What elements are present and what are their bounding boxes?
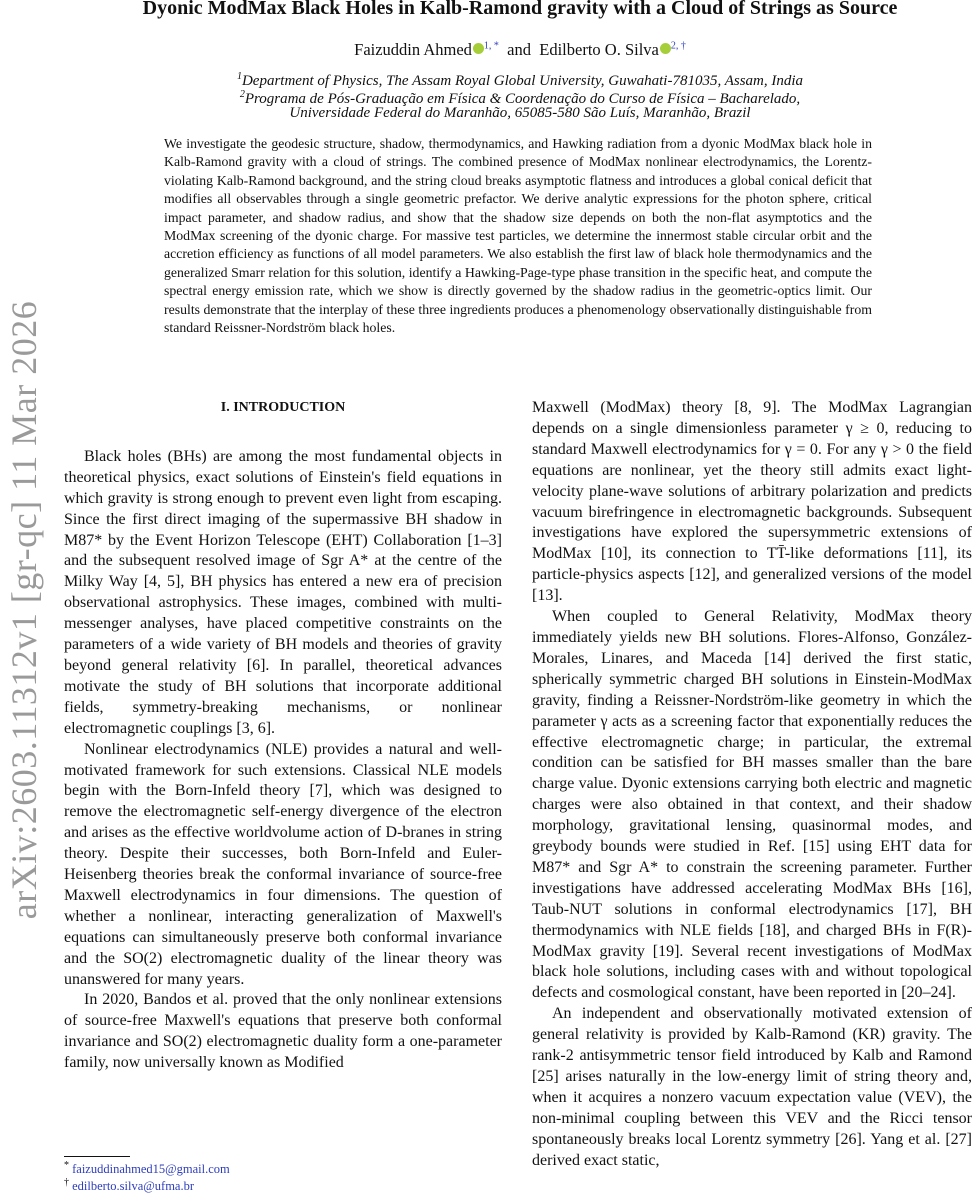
affiliation-1: $^1$Department of Physics, The Assam Royal Global University, Guwahati-781035, Assam, India	[236, 71, 804, 89]
affiliation-2-cont	[100, 104, 940, 122]
author-1-marks[interactable]: 1, *	[483, 40, 499, 52]
orcid-icon[interactable]	[660, 43, 671, 54]
author-2-marks[interactable]: 2, †	[670, 40, 686, 52]
orcid-icon[interactable]	[473, 43, 484, 54]
paper-title: Dyonic ModMax Black Holes in Kalb-Ramond gravity with a Cloud of Strings as Source	[142, 0, 898, 19]
email-link-1[interactable]: faizuddinahmed15@gmail.com	[72, 1162, 230, 1177]
paragraph: Maxwell (ModMax) theory [8, 9]. The ModMax Lagrangian depends on a single dimensionless parameter γ ≥ 0, reducing to standard Maxwell electrodynamics for γ = 0. For any γ > 0 the field equations are nonlinear, yet the theory still admits exact light-velocity plane-wave solutions of arbitrary polarization and predicts vacuum birefringence in electromagnetic backgrounds. Subsequent investigations have explored the supersymmetric extensions of ModMax [10], its connection to TT̄-like deformations [11], its particle-physics aspects [12], and generalized versions of the model [13].	[532, 399, 972, 605]
footnote-mark: *	[64, 1160, 69, 1171]
left-column	[64, 398, 502, 1074]
arxiv-identifier: arXiv:2603.11312v1 [gr-qc] 11 Mar 2026	[4, 300, 44, 920]
right-column	[532, 398, 972, 1172]
paragraph: Nonlinear electrodynamics (NLE) provides a natural and well-motivated framework for such extensions. Classical NLE models begin with the Born-Infeld theory [7], which was designed to remove the electromagnetic self-energy divergence of the electron and arises as the effective worldvolume action of D-branes in string theory. Despite their successes, both Born-Infeld and Euler-Heisenberg theories break the conformal invariance of source-free Maxwell electrodynamics in four dimensions. The question of whether a nonlinear, interacting generalization of Maxwell's equations can simultaneously preserve both conformal invariance and the SO(2) electromagnetic duality of the linear theory was unanswered for many years.	[64, 740, 502, 988]
affiliation-2-line2: Universidade Federal do Maranhão, 65085-580 São Luís, Maranhão, Brazil	[289, 105, 751, 121]
footnote-rule	[64, 1156, 130, 1157]
paragraph: When coupled to General Relativity, ModMax theory immediately yields new BH solutions. Flores-Alfonso, González-Morales, Linares, and Maceda [14] derived the first static, spherically symmetric charged BH solutions in Einstein-ModMax gravity, finding a Reissner-Nordström-like geometry in which the parameter γ acts as a screening factor that exponentially reduces the effective electromagnetic charge; in particular, the extremal condition can be satisfied for BH masses smaller than the bare charge value. Dyonic extensions carrying both electric and magnetic charges were also obtained in that context, and their shadow morphology, gravitational lensing, quasinormal modes, and greybody bounds were studied in Ref. [15] using EHT data for M87* and Sgr A* to constrain the screening parameter. Further investigations have addressed accelerating ModMax BHs [16], Taub-NUT solutions in conformal electrodynamics [17], BH thermodynamics with NLE fields [18], and charged BHs in F(R)-ModMax gravity [19]. Several recent investigations of ModMax black hole solutions, including cases with and without topological defects and cosmological constant, have been reported in [20–24].	[532, 608, 972, 1002]
abstract: We investigate the geodesic structure, shadow, thermodynamics, and Hawking radiation from a dyonic ModMax black hole in Kalb-Ramond gravity with a cloud of strings. The combined presence of ModMax nonlinear electrodynamics, the Lorentz-violating Kalb-Ramond background, and the string cloud breaks asymptotic flatness and introduces a global conical deficit that modifies all observables through a single geometric prefactor. We derive analytic expressions for the photon sphere, critical impact parameter, and shadow radius, and show that the shadow size depends on both the non-flat asymptotics and the ModMax screening of the dyonic charge. For massive test particles, we determine the innermost stable circular orbit and the accretion efficiency as functions of all model parameters. We also establish the first law of black hole thermodynamics and the generalized Smarr relation for this solution, identify a Hawking-Page-type phase transition in the specific heat, and compute the spectral energy emission rate, which we show is directly governed by the shadow radius in the geometric-optics limit. Our results demonstrate that the interplay of these three ingredients produces a phenomenology observationally distinguishable from standard Reissner-Nordström black holes.	[164, 136, 872, 336]
arxiv-sidebar	[4, 290, 44, 930]
paragraph: An independent and observationally motivated extension of general relativity is provided by Kalb-Ramond (KR) gravity. The rank-2 antisymmetric tensor field introduced by Kalb and Ramond [25] arises naturally in the low-energy limit of string theory and, when it acquires a nonzero vacuum expectation value (VEV), the non-minimal coupling between this VEV and the Ricci tensor spontaneously breaks local Lorentz symmetry [26]. Yang et al. [27] derived exact static,	[532, 1005, 972, 1169]
author-2-name: Edilberto O. Silva	[539, 40, 659, 59]
footnote-mark: †	[64, 1177, 69, 1188]
affiliation-2-line1: Programa de Pós-Graduação em Física & Coordenação do Curso de Física – Bacharelado,	[244, 91, 801, 107]
paragraph: Black holes (BHs) are among the most fundamental objects in theoretical physics, exact solutions of Einstein's field equations in which gravity is strong enough to prevent even light from escaping. Since the first direct imaging of the supermassive BH shadow in M87* by the Event Horizon Telescope (EHT) Collaboration [1–3] and the subsequent resolved image of Sgr A* at the centre of the Milky Way [4, 5], BH physics has entered a new era of precision observational astrophysics. These images, combined with multi-messenger analyses, have placed competitive constraints on the parameters of a wide variety of BH models and theories of gravity beyond general relativity [6]. In parallel, theoretical advances motivate the study of BH solutions that incorporate additional fields, symmetry-breaking mechanisms, or nonlinear electromagnetic couplings [3, 6].	[64, 447, 502, 737]
email-link-2[interactable]: edilberto.silva@ufma.br	[72, 1179, 195, 1194]
affiliation-1-text: Department of Physics, The Assam Royal Global University, Guwahati-781035, Assam, India	[241, 73, 804, 89]
author-1-name: Faizuddin Ahmed	[354, 40, 472, 59]
footnote-2	[64, 1177, 194, 1194]
affiliation-2: $^2$Programa de Pós-Graduação em Física & Coordenação do Curso de Física – Bacharelado,	[239, 89, 801, 107]
section-heading: I. INTRODUCTION	[220, 400, 346, 415]
author-line	[100, 40, 940, 60]
author-conjunction: and	[507, 40, 531, 59]
footnote-1	[64, 1160, 230, 1177]
paragraph: In 2020, Bandos et al. proved that the only nonlinear extensions of source-free Maxwell's equations that preserve both conformal invariance and SO(2) electromagnetic duality form a one-parameter family, now universally known as Modified	[64, 991, 502, 1072]
